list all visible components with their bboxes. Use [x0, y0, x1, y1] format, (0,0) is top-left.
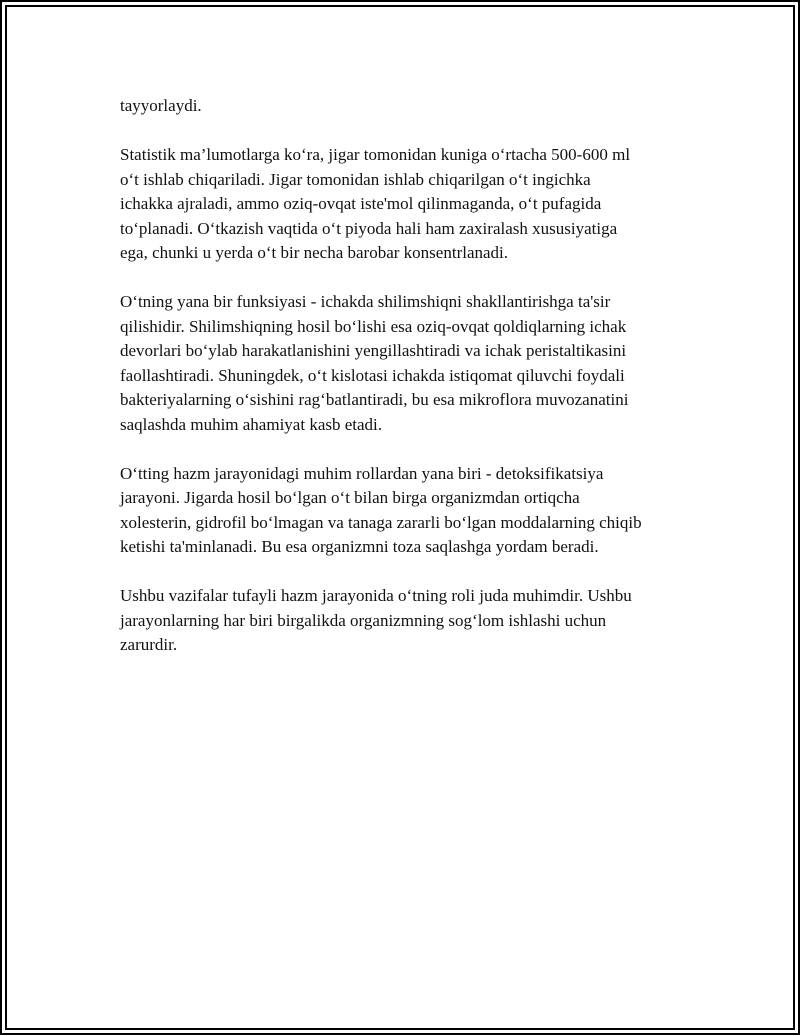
text-line: Statistik ma’lumotlarga ko‘ra, jigar tomonidan kuniga o‘rtacha 500-600 ml [120, 145, 631, 164]
text-line: qilishidir. Shilimshiqning hosil bo‘lishi esa oziq-ovqat qoldiqlarning ichak [120, 316, 627, 336]
text-line: jarayonlarning har biri birgalikda organizmning sog‘lom ishlashi uchun [120, 610, 607, 630]
text-line: Ushbu vazifalar tufayli hazm jarayonida o‘tning roli juda muhimdir. Ushbu [120, 586, 632, 605]
text-line: to‘planadi. O‘tkazish vaqtida o‘t piyoda hali ham zaxiralash xususiyatiga [120, 218, 618, 238]
text-line: bakteriyalarning o‘sishini rag‘batlantiradi, bu esa mikroflora muvozanatini [120, 390, 629, 409]
paragraph-2 [120, 143, 720, 266]
text-line: o‘t ishlab chiqariladi. Jigar tomonidan ishlab chiqarilgan o‘t ingichka [120, 169, 591, 189]
text-line: O‘tting hazm jarayonidagi muhim rollardan yana biri - detoksifikatsiya [120, 463, 604, 483]
text-line: ichakka ajraladi, ammo oziq-ovqat iste'mol qilinmaganda, o‘t pufagida [120, 194, 602, 213]
document-body [120, 94, 720, 682]
text-line: devorlari bo‘ylab harakatlanishini yengillashtiradi va ichak peristaltikasini [120, 341, 627, 360]
text-line: xolesterin, gidrofil bo‘lmagan va tanaga zararli bo‘lgan moddalarning chiqib [120, 512, 642, 532]
paragraph-4 [120, 462, 720, 560]
paragraph-1 [120, 94, 720, 119]
text-line: O‘tning yana bir funksiyasi - ichakda shilimshiqni shakllantirishga ta'sir [120, 292, 611, 311]
text-line: jarayoni. Jigarda hosil bo‘lgan o‘t bilan birga organizmdan ortiqcha [120, 488, 580, 507]
paragraph-3 [120, 290, 720, 437]
text-line: saqlashda muhim ahamiyat kasb etadi. [120, 414, 383, 434]
text-line: tayyorlaydi. [120, 96, 202, 115]
text-line: ega, chunki u yerda o‘t bir necha barobar konsentrlanadi. [120, 243, 509, 262]
text-line: faollashtiradi. Shuningdek, o‘t kislotasi ichakda istiqomat qiluvchi foydali [120, 365, 625, 385]
paragraph-5 [120, 584, 720, 658]
text-line: ketishi ta'minlanadi. Bu esa organizmni toza saqlashga yordam beradi. [120, 537, 599, 556]
text-line: zarurdir. [120, 635, 178, 654]
